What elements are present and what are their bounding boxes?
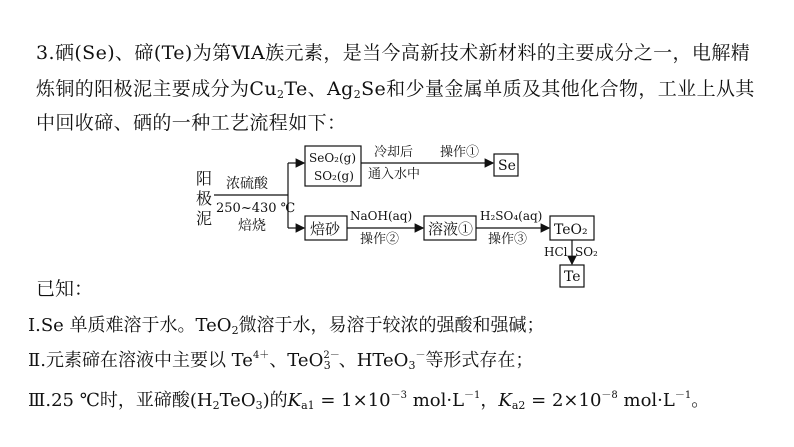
start-char-2: 极 xyxy=(196,189,213,208)
naoh-label: NaOH(aq) xyxy=(350,209,413,223)
question-text-1: 硒(Se)、碲(Te)为第ⅥA族元素，是当今高新技术新材料的主要成分之一，电解精 xyxy=(54,42,751,64)
se-label: Se xyxy=(498,158,516,174)
h2so4-label: H₂SO₄(aq) xyxy=(480,209,543,223)
op3-label: 操作③ xyxy=(488,232,528,247)
question-line-2: 炼铜的阳极泥主要成分为$Cu_2Te$、$Ag_2Se$和少量金属单质及其他化合物，工业上从其 xyxy=(36,78,755,101)
op2-label: 操作② xyxy=(360,232,400,247)
known-item-1: Ⅰ.Se 单质难溶于水。TeO$_2$微溶于水，易溶于较浓的强酸和强碱； xyxy=(28,315,545,337)
question-number: 3. xyxy=(36,42,55,64)
question-line-3: 中回收碲、硒的一种工艺流程如下： xyxy=(36,112,347,134)
process-label: 焙烧 xyxy=(238,218,266,234)
te-label: Te xyxy=(564,269,581,285)
gas-so2: SO₂(g) xyxy=(314,169,354,183)
op1-label: 操作① xyxy=(440,145,480,160)
gas-seo2: SeO₂(g) xyxy=(309,151,357,165)
hcl-label: HCl xyxy=(544,245,568,259)
so2-label: SO₂ xyxy=(575,245,598,259)
known-item-2: Ⅱ.元素碲在溶液中主要以 $Te^{4+}$、TeO$^{2-}_3$ 、HTeO$_3$－等形式存在； xyxy=(28,350,534,372)
teo2-label: TeO₂ xyxy=(554,222,588,238)
question-line-1 xyxy=(36,40,750,66)
reagent-label: 浓硫酸 xyxy=(226,176,268,192)
condition-label: 250~430 ℃ xyxy=(216,201,296,216)
step-cool-label: 冷却后 xyxy=(374,145,414,160)
start-char-3: 泥 xyxy=(196,209,213,228)
step-water-label: 通入水中 xyxy=(368,167,421,182)
start-char-1: 阳 xyxy=(196,169,213,188)
process-flow-diagram xyxy=(190,142,620,292)
calcine-label: 焙砂 xyxy=(310,220,341,238)
solution-label: 溶液① xyxy=(428,220,474,238)
known-title: 已知： xyxy=(36,278,94,300)
known-item-3: Ⅲ.25 ℃时，亚碲酸$(H_2TeO_3)$的$K_{a1} = 1\times 10^{-3}$ $mol\cdot L^{-1}$，$K_{a2} = 2\times 10^{-8}$ $mol\cdot L^{-1}$。 xyxy=(28,390,710,412)
